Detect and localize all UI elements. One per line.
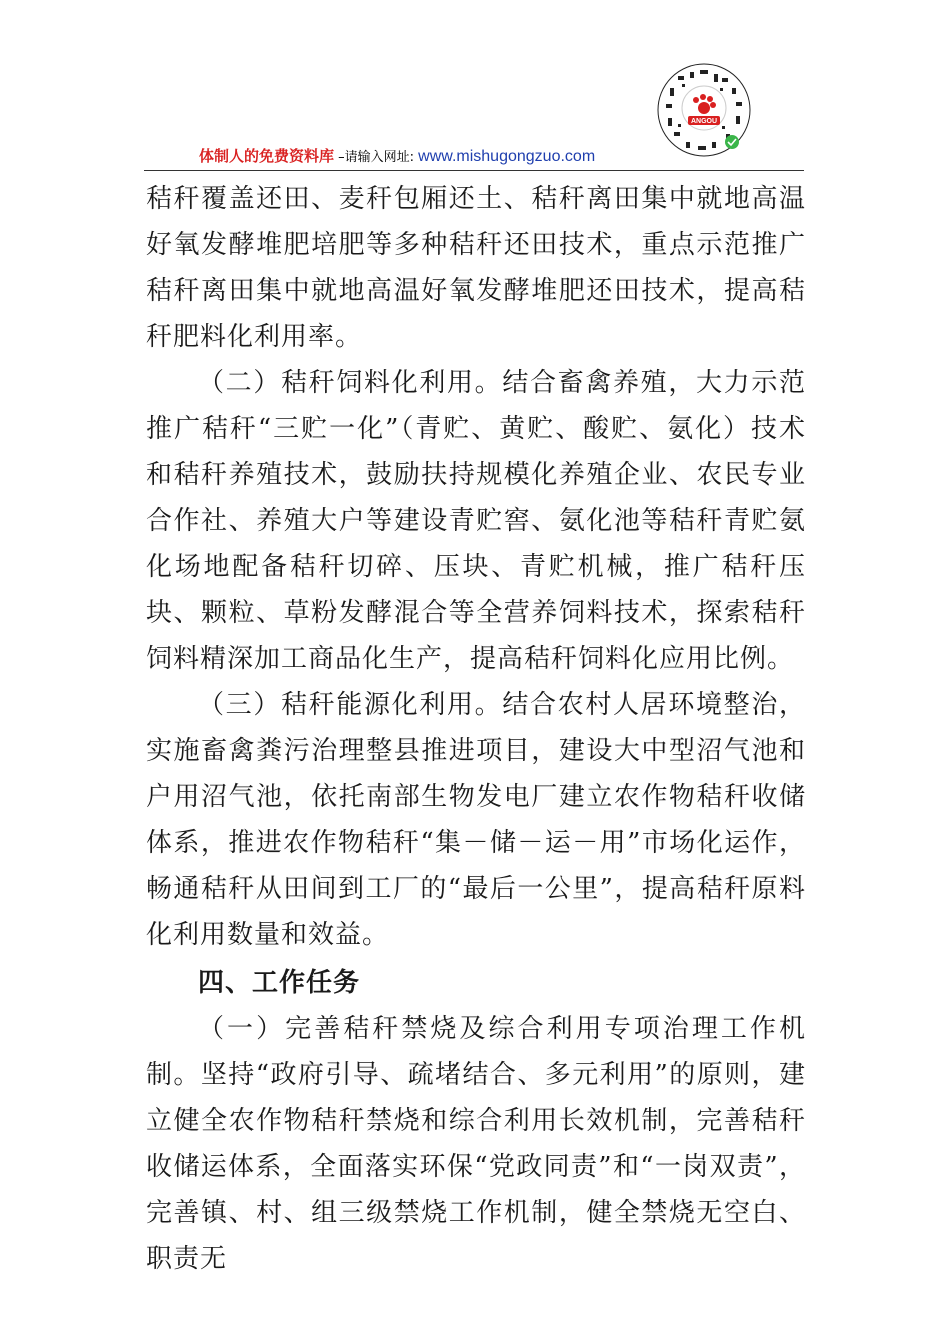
- header-line: [199, 146, 595, 168]
- paragraph-3: （三）秸秆能源化利用。结合农村人居环境整治，实施畜禽粪污治理整县推进项目，建设大中型沼气池和户用沼气池，依托南部生物发电厂建立农作物秸秆收储体系，推进农作物秸秆“集－储－运－用”市场化运作，畅通秸秆从田间到工厂的“最后一公里”，提高秸秆原料化利用数量和效益。: [146, 690, 806, 950]
- section-heading: 四、工作任务: [198, 968, 361, 998]
- paragraph-1: 秸秆覆盖还田、麦秆包厢还土、秸秆离田集中就地高温好氧发酵堆肥培肥等多种秸秆还田技术，重点示范推广秸秆离田集中就地高温好氧发酵堆肥还田技术，提高秸秆肥料化利用率。: [146, 184, 806, 352]
- header-brand: 体制人的免费资料库: [199, 147, 335, 165]
- header-url: www.mishugongzuo.com: [418, 148, 596, 165]
- watermark-header: [144, 146, 804, 171]
- paragraph-5: （一）完善秸秆禁烧及综合利用专项治理工作机制。坚持“政府引导、疏堵结合、多元利用”的原则，建立健全农作物秸秆禁烧和综合利用长效机制，完善秸秆收储运体系，全面落实环保“党政同责”和“一岗双责”，完善镇、村、组三级禁烧工作机制，健全禁烧无空白、职责无: [146, 1014, 806, 1274]
- qr-code-logo: [656, 62, 752, 158]
- document-body: [146, 176, 806, 1282]
- paragraph-2: （二）秸秆饲料化利用。结合畜禽养殖，大力示范推广秸秆“三贮一化”（青贮、黄贮、酸贮、氨化）技术和秸秆养殖技术，鼓励扶持规模化养殖企业、农民专业合作社、养殖大户等建设青贮窖、氨化池等秸秆青贮氨化场地配备秸秆切碎、压块、青贮机械，推广秸秆压块、颗粒、草粉发酵混合等全营养饲料技术，探索秸秆饲料精深加工商品化生产，提高秸秆饲料化应用比例。: [146, 368, 806, 674]
- header-prompt: –请输入网址:: [334, 150, 419, 165]
- svg-text:ANGOU: ANGOU: [690, 118, 718, 125]
